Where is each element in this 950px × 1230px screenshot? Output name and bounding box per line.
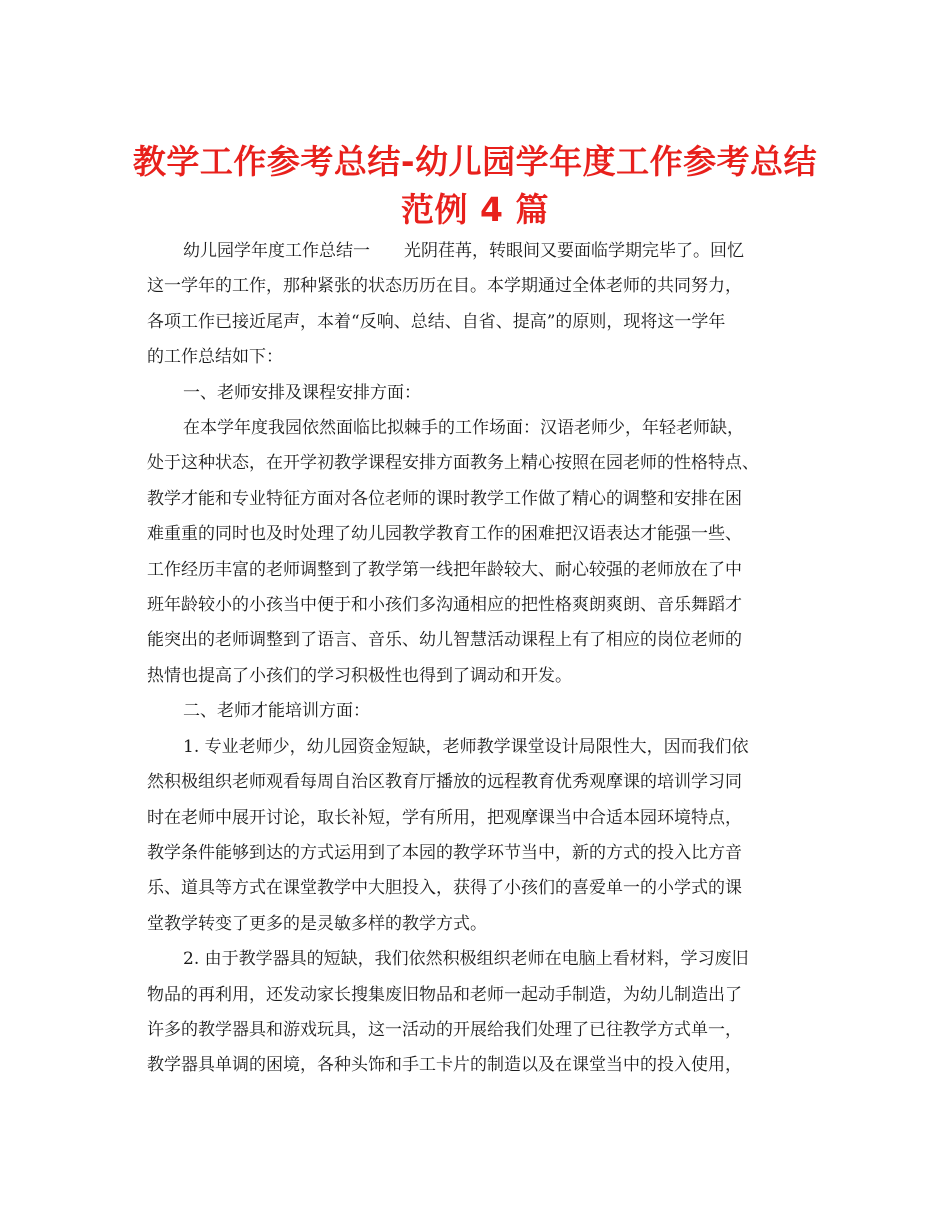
text-line: 工作经历丰富的老师调整到了教学第一线把年龄较大、耐心较强的老师放在了中 [147, 559, 742, 580]
text-line: 时在老师中展开讨论，取长补短，学有所用，把观摩课当中合适本园环境特点， [147, 807, 742, 828]
text-line: 这一学年的工作，那种紧张的状态历历在目。本学期通过全体老师的共同努力， [147, 276, 742, 297]
text-line: 在本学年度我园依然面临比拟棘手的工作场面：汉语老师少，年轻老师缺， [183, 418, 744, 439]
text-line: 各项工作已接近尾声，本着“反响、总结、自省、提高”的原则，现将这一学年 [147, 311, 726, 332]
text-line: 堂教学转变了更多的是灵敏多样的教学方式。 [147, 913, 487, 934]
title-line-1: 教学工作参考总结-幼儿园学年度工作参考总结 [132, 142, 818, 181]
text-line: 许多的教学器具和游戏玩具，这一活动的开展给我们处理了已往教学方式单一， [147, 1019, 742, 1040]
text-line: 难重重的同时也及时处理了幼儿园教学教育工作的困难把汉语表达才能强一些、 [147, 524, 742, 545]
text-line: 物品的再利用，还发动家长搜集废旧物品和老师一起动手制造，为幼儿制造出了 [147, 984, 742, 1005]
title-line-2: 范例 4 篇 [401, 190, 549, 229]
document-title [0, 138, 950, 234]
text-line: 的工作总结如下： [147, 347, 283, 368]
document-body [147, 234, 810, 1084]
text-line: 教学条件能够到达的方式运用到了本园的教学环节当中，新的方式的投入比方音 [147, 842, 742, 863]
text-line: 教学才能和专业特征方面对各位老师的课时教学工作做了精心的调整和安排在困 [147, 488, 742, 509]
text-line: 能突出的老师调整到了语言、音乐、幼儿智慧活动课程上有了相应的岗位老师的 [147, 630, 742, 651]
text-line: 然积极组织老师观看每周自治区教育厅播放的远程教育优秀观摩课的培训学习同 [147, 772, 742, 793]
section-heading: 二、老师才能培训方面： [183, 701, 370, 722]
text-line: 乐、道具等方式在课堂教学中大胆投入，获得了小孩们的喜爱单一的小学式的课 [147, 878, 742, 899]
section-heading: 一、老师安排及课程安排方面： [183, 382, 421, 403]
text-line: 教学器具单调的困境，各种头饰和手工卡片的制造以及在课堂当中的投入使用， [147, 1055, 742, 1076]
text-line: 1. 专业老师少，幼儿园资金短缺，老师教学课堂设计局限性大，因而我们依 [183, 736, 749, 757]
text-line: 班年龄较小的小孩当中便于和小孩们多沟通相应的把性格爽朗爽朗、音乐舞蹈才 [147, 595, 742, 616]
text-line: 2. 由于教学器具的短缺，我们依然积极组织老师在电脑上看材料，学习废旧 [183, 949, 749, 970]
text-line: 处于这种状态，在开学初教学课程安排方面教务上精心按照在园老师的性格特点、 [147, 453, 759, 474]
text-line: 幼儿园学年度工作总结一 光阴荏苒，转眼间又要面临学期完毕了。回忆 [183, 241, 744, 261]
text-line: 热情也提高了小孩们的学习积极性也得到了调动和开发。 [147, 665, 572, 686]
